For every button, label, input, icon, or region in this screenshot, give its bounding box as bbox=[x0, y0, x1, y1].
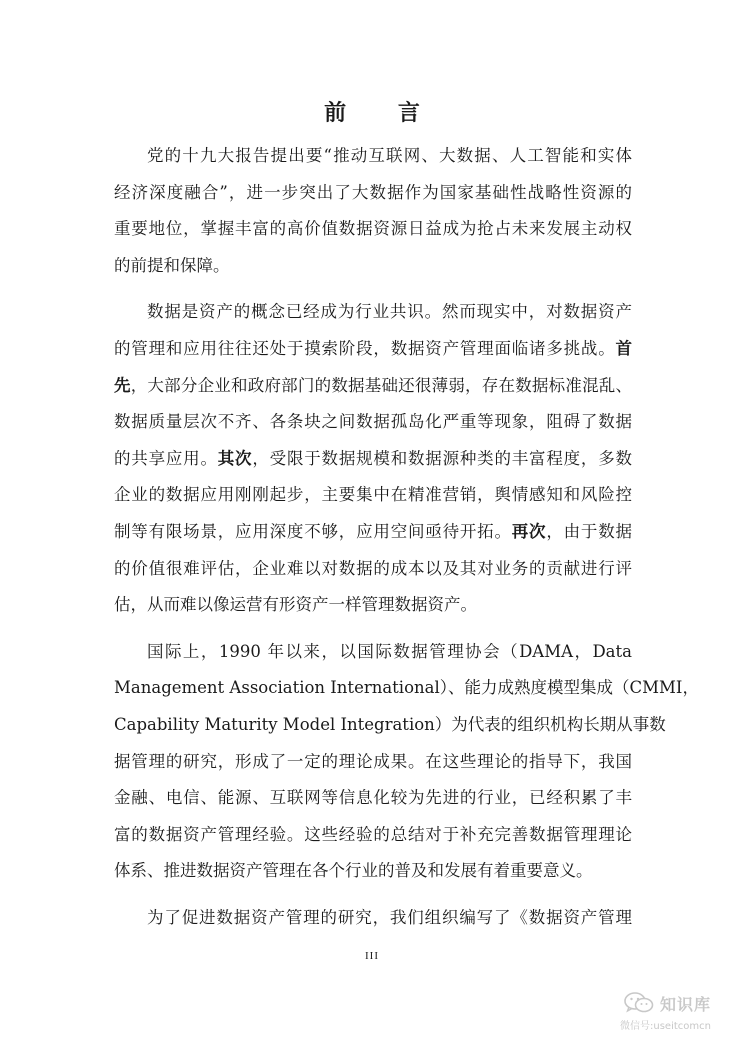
page-number: III bbox=[365, 950, 379, 962]
text-line: 的价值很难评估，企业难以对数据的成本以及其对业务的贡献进行评 bbox=[114, 558, 632, 578]
text-segment: 制等有限场景，应用深度不够，应用空间亟待开拓。 bbox=[114, 521, 512, 541]
text-line: 数据是资产的概念已经成为行业共识。然而现实中，对数据资产 bbox=[147, 302, 632, 322]
text-line: 据管理的研究，形成了一定的理论成果。在这些理论的指导下，我国 bbox=[114, 751, 632, 771]
paragraph-4 bbox=[114, 900, 632, 937]
page-title: 前 言 bbox=[324, 101, 442, 126]
text-line bbox=[114, 368, 632, 405]
emphasis-third: 再次 bbox=[511, 521, 547, 541]
text-line: 为了促进数据资产管理的研究，我们组织编写了《数据资产管理 bbox=[147, 907, 632, 927]
emphasis-first: 首 bbox=[615, 338, 632, 358]
text-line: 金融、电信、能源、互联网等信息化较为先进的行业，已经积累了丰 bbox=[114, 788, 632, 808]
text-segment: 的管理和应用往往还处于摸索阶段，数据资产管理面临诸多挑战。 bbox=[114, 338, 616, 358]
text-segment: ，大部分企业和政府部门的数据基础还很薄弱，存在数据标准混乱、 bbox=[130, 375, 633, 395]
text-line: 国际上，1990 年以来，以国际数据管理协会（DAMA，Data bbox=[147, 641, 632, 661]
text-line: 数据质量层次不齐、各条块之间数据孤岛化严重等现象，阻碍了数据 bbox=[114, 412, 632, 432]
text-line bbox=[114, 514, 632, 551]
text-segment: ，受限于数据规模和数据源种类的丰富程度，多数 bbox=[252, 448, 633, 468]
watermark-subtitle: 微信号:useitcomcn bbox=[620, 1021, 711, 1032]
text-line: 富的数据资产管理经验。这些经验的总结对于补充完善数据管理理论 bbox=[114, 824, 632, 844]
paragraph-1 bbox=[114, 138, 632, 284]
text-line: 经济深度融合”，进一步突出了大数据作为国家基础性战略性资源的 bbox=[114, 182, 632, 202]
text-segment: 的共享应用。 bbox=[114, 448, 218, 468]
paragraph-2 bbox=[114, 294, 632, 623]
text-line bbox=[114, 331, 632, 368]
emphasis-second: 其次 bbox=[217, 448, 253, 468]
text-line: 体系、推进数据资产管理在各个行业的普及和发展有着重要意义。 bbox=[114, 861, 593, 881]
text-line: Management Association International）、能力成熟度模型集成（CMMI， bbox=[114, 678, 699, 698]
text-line: 党的十九大报告提出要“推动互联网、大数据、人工智能和实体 bbox=[147, 146, 632, 165]
text-segment: ，由于数据 bbox=[546, 521, 633, 541]
watermark bbox=[614, 990, 734, 1036]
body-text bbox=[114, 138, 699, 946]
text-line: 估，从而难以像运营有形资产一样管理数据资产。 bbox=[114, 595, 477, 615]
text-line bbox=[114, 441, 632, 478]
text-line: Capability Maturity Model Integration）为代表的组织机构长期从事数 bbox=[114, 714, 666, 734]
text-line: 的前提和保障。 bbox=[114, 255, 230, 275]
text-line: 重要地位，掌握丰富的高价值数据资源日益成为抢占未来发展主动权 bbox=[114, 219, 632, 239]
paragraph-3 bbox=[114, 634, 699, 890]
emphasis-first-cont: 先 bbox=[114, 375, 131, 395]
watermark-name: 知识库 bbox=[660, 995, 712, 1014]
text-line: 企业的数据应用刚刚起步，主要集中在精准营销，舆情感知和风险控 bbox=[114, 485, 632, 505]
wechat-icon bbox=[624, 992, 654, 1014]
